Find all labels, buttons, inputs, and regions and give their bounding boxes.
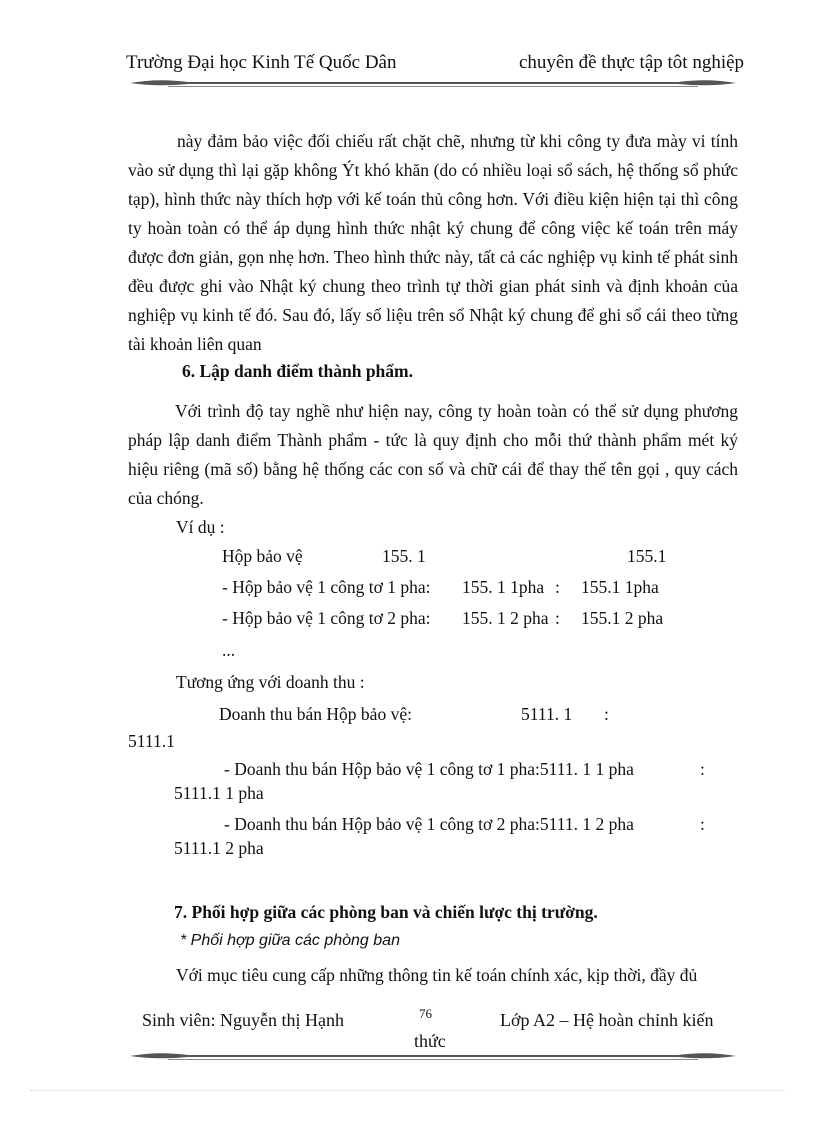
footer-class: Lớp A2 – Hệ hoàn chỉnh kiến: [500, 1010, 714, 1030]
revenue-row-separator: :: [700, 814, 705, 834]
header-ornament-rule: [128, 77, 738, 89]
revenue-row-separator: :: [700, 759, 705, 779]
header-school: Trường Đại học Kinh Tế Quốc Dân: [126, 52, 397, 73]
footer-ornament-rule: [128, 1050, 738, 1062]
product-row-account: 155.1: [627, 546, 667, 566]
product-row-code: 155. 1: [382, 546, 426, 566]
revenue-row-account: 5111.1 1 pha: [174, 783, 264, 803]
body-paragraph-3: Với mục tiêu cung cấp những thông tin kế toán chính xác, kịp thời, đầy đủ: [176, 965, 698, 985]
product-row-name: Hộp bảo vệ: [222, 546, 303, 566]
revenue-row-account: 5111.1 2 pha: [174, 838, 264, 858]
body-paragraph-2: Với trình độ tay nghề như hiện nay, công ty hoàn toàn có thể sử dụng phương pháp lập danh điểm Thành phẩm - tức là quy định cho mỗi thứ thành phẩm mét ký hiệu riêng (mã số) bằng hệ thống các con số và chữ cái để thay thế tên gọi , quy cách của chóng.: [128, 401, 738, 508]
product-row-separator: :: [555, 608, 560, 628]
example-label: Ví dụ :: [176, 517, 225, 537]
revenue-row-name: - Doanh thu bán Hộp bảo vệ 1 công tơ 2 pha:5111. 1 2 pha: [224, 814, 634, 834]
product-row-name: - Hộp bảo vệ 1 công tơ 2 pha:: [222, 608, 431, 628]
list-ellipsis: ...: [222, 640, 236, 660]
footer-class-continued: thức: [414, 1031, 446, 1051]
footer-student: Sinh viên: Nguyễn thị Hạnh: [142, 1010, 344, 1030]
section-heading-7: 7. Phối hợp giữa các phòng ban và chiến lược thị trường.: [174, 902, 598, 922]
section-heading-6: 6. Lập danh điểm thành phẩm.: [182, 361, 413, 381]
product-row-code: 155. 1 2 pha: [462, 608, 549, 628]
section-subheading: * Phối hợp giữa các phòng ban: [180, 932, 400, 949]
page-edge-divider: [30, 1090, 786, 1091]
revenue-row-name: - Doanh thu bán Hộp bảo vệ 1 công tơ 1 pha:5111. 1 1 pha: [224, 759, 634, 779]
product-row-account: 155.1 2 pha: [581, 608, 664, 628]
product-row-separator: :: [555, 577, 560, 597]
revenue-row-account: 5111.1: [128, 731, 175, 751]
product-row-code: 155. 1 1pha: [462, 577, 545, 597]
revenue-label: Tương ứng với doanh thu :: [176, 672, 365, 692]
revenue-row-separator: :: [604, 704, 609, 724]
revenue-row-code: 5111. 1: [521, 704, 573, 724]
body-paragraph-1: này đảm bảo việc đối chiếu rất chặt chẽ, nhưng từ khi công ty đưa mày vi tính vào sử dụng thì lại gặp không Ýt khó khăn (do có nhiều loại sổ sách, hệ thống sổ phức tạp), hình thức này thích hợp với kế toán thủ công hơn. Với điều kiện hiện tại thì công ty hoàn toàn có thể áp dụng hình thức nhật ký chung để công việc kế toán trên máy được đơn giản, gọn nhẹ hơn. Theo hình thức này, tất cả các nghiệp vụ kinh tế phát sinh đều được ghi vào Nhật ký chung theo trình tự thời gian phát sinh và định khoản của nghiệp vụ kinh tế đó. Sau đó, lấy số liệu trên sổ Nhật ký chung để ghi sổ cái theo từng tài khoản liên quan: [128, 131, 738, 354]
revenue-row-name: Doanh thu bán Hộp bảo vệ:: [219, 704, 412, 724]
product-row-account: 155.1 1pha: [581, 577, 659, 597]
header-report-type: chuyên đề thực tập tôt nghiệp: [519, 52, 745, 73]
product-row-name: - Hộp bảo vệ 1 công tơ 1 pha:: [222, 577, 431, 597]
footer-page-number: 76: [419, 1006, 432, 1021]
